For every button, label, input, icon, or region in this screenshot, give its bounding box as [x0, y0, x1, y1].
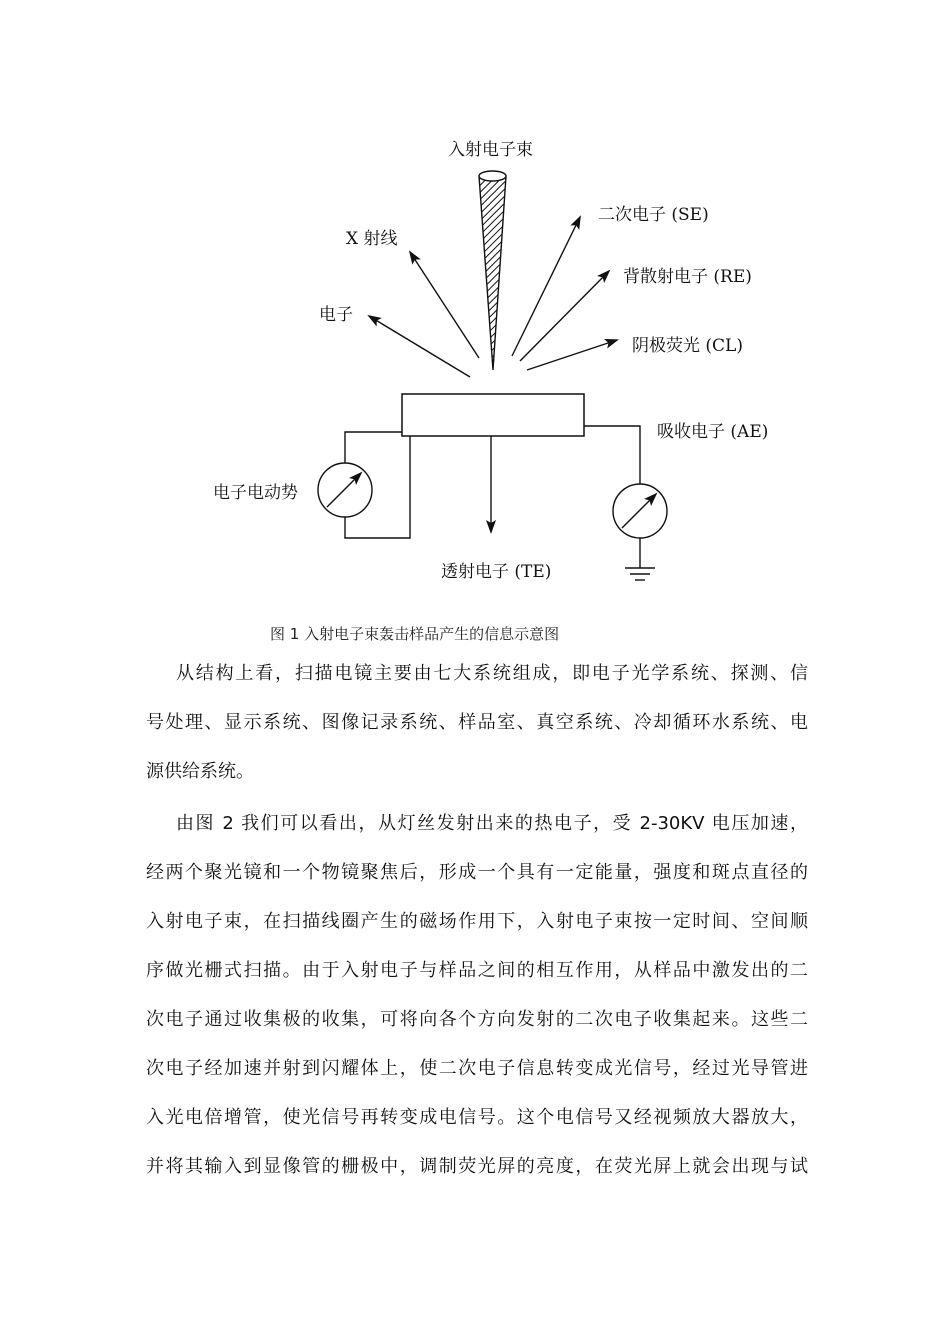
paragraph-line: 入射电子束，在扫描线圈产生的磁场作用下，入射电子束按一定时间、空间顺	[146, 911, 808, 932]
figure-caption: 图 1 入射电子束轰击样品产生的信息示意图	[270, 625, 560, 643]
sem-signal-diagram	[0, 0, 950, 620]
label-emf: 电子电动势	[213, 483, 298, 503]
label-secondary: 二次电子 (SE)	[598, 205, 709, 225]
paragraph-line: 并将其输入到显像管的栅极中，调制荧光屏的亮度，在荧光屏上就会出现与试	[146, 1156, 808, 1177]
paragraph-line: 源供给系统。	[146, 761, 254, 782]
incident-beam-cone	[479, 171, 506, 370]
label-backscatter: 背散射电子 (RE)	[623, 267, 752, 287]
label-incident-beam: 入射电子束	[448, 140, 533, 160]
paragraph-line: 号处理、显示系统、图像记录系统、样品室、真空系统、冷却循环水系统、电	[146, 712, 808, 733]
paragraph-principle	[146, 799, 808, 1191]
cathodo-arrow	[527, 340, 617, 370]
label-xray: X 射线	[346, 229, 398, 249]
paragraph-line: 次电子通过收集极的收集，可将向各个方向发射的二次电子收集起来。这些二	[146, 1009, 808, 1030]
emf-circuit	[318, 432, 410, 538]
paragraph-line: 序做光栅式扫描。由于入射电子与样品之间的相互作用，从样品中激发出的二	[146, 960, 808, 981]
paragraph-line: 从结构上看，扫描电镜主要由七大系统组成，即电子光学系统、探测、信	[176, 663, 808, 684]
electron-arrow	[369, 316, 470, 377]
paragraph-structure	[146, 649, 808, 796]
paragraph-line: 经两个聚光镜和一个物镜聚焦后，形成一个具有一定能量，强度和斑点直径的	[146, 862, 808, 883]
paragraph-line: 由图 2 我们可以看出，从灯丝发射出来的热电子，受 2-30KV 电压加速，	[176, 813, 808, 834]
paragraph-line: 次电子经加速并射到闪耀体上，使二次电子信息转变成光信号，经过光导管进	[146, 1058, 808, 1079]
label-transmitted: 透射电子 (TE)	[441, 562, 552, 582]
absorbed-current-circuit	[584, 426, 667, 580]
paragraph-line: 入光电倍增管，使光信号再转变成电信号。这个电信号又经视频放大器放大，	[146, 1107, 808, 1128]
label-absorbed: 吸收电子 (AE)	[657, 422, 769, 442]
label-electron: 电子	[319, 305, 353, 325]
xray-arrow	[410, 252, 479, 358]
specimen-block	[402, 394, 584, 436]
label-cathodo: 阴极荧光 (CL)	[632, 336, 743, 356]
